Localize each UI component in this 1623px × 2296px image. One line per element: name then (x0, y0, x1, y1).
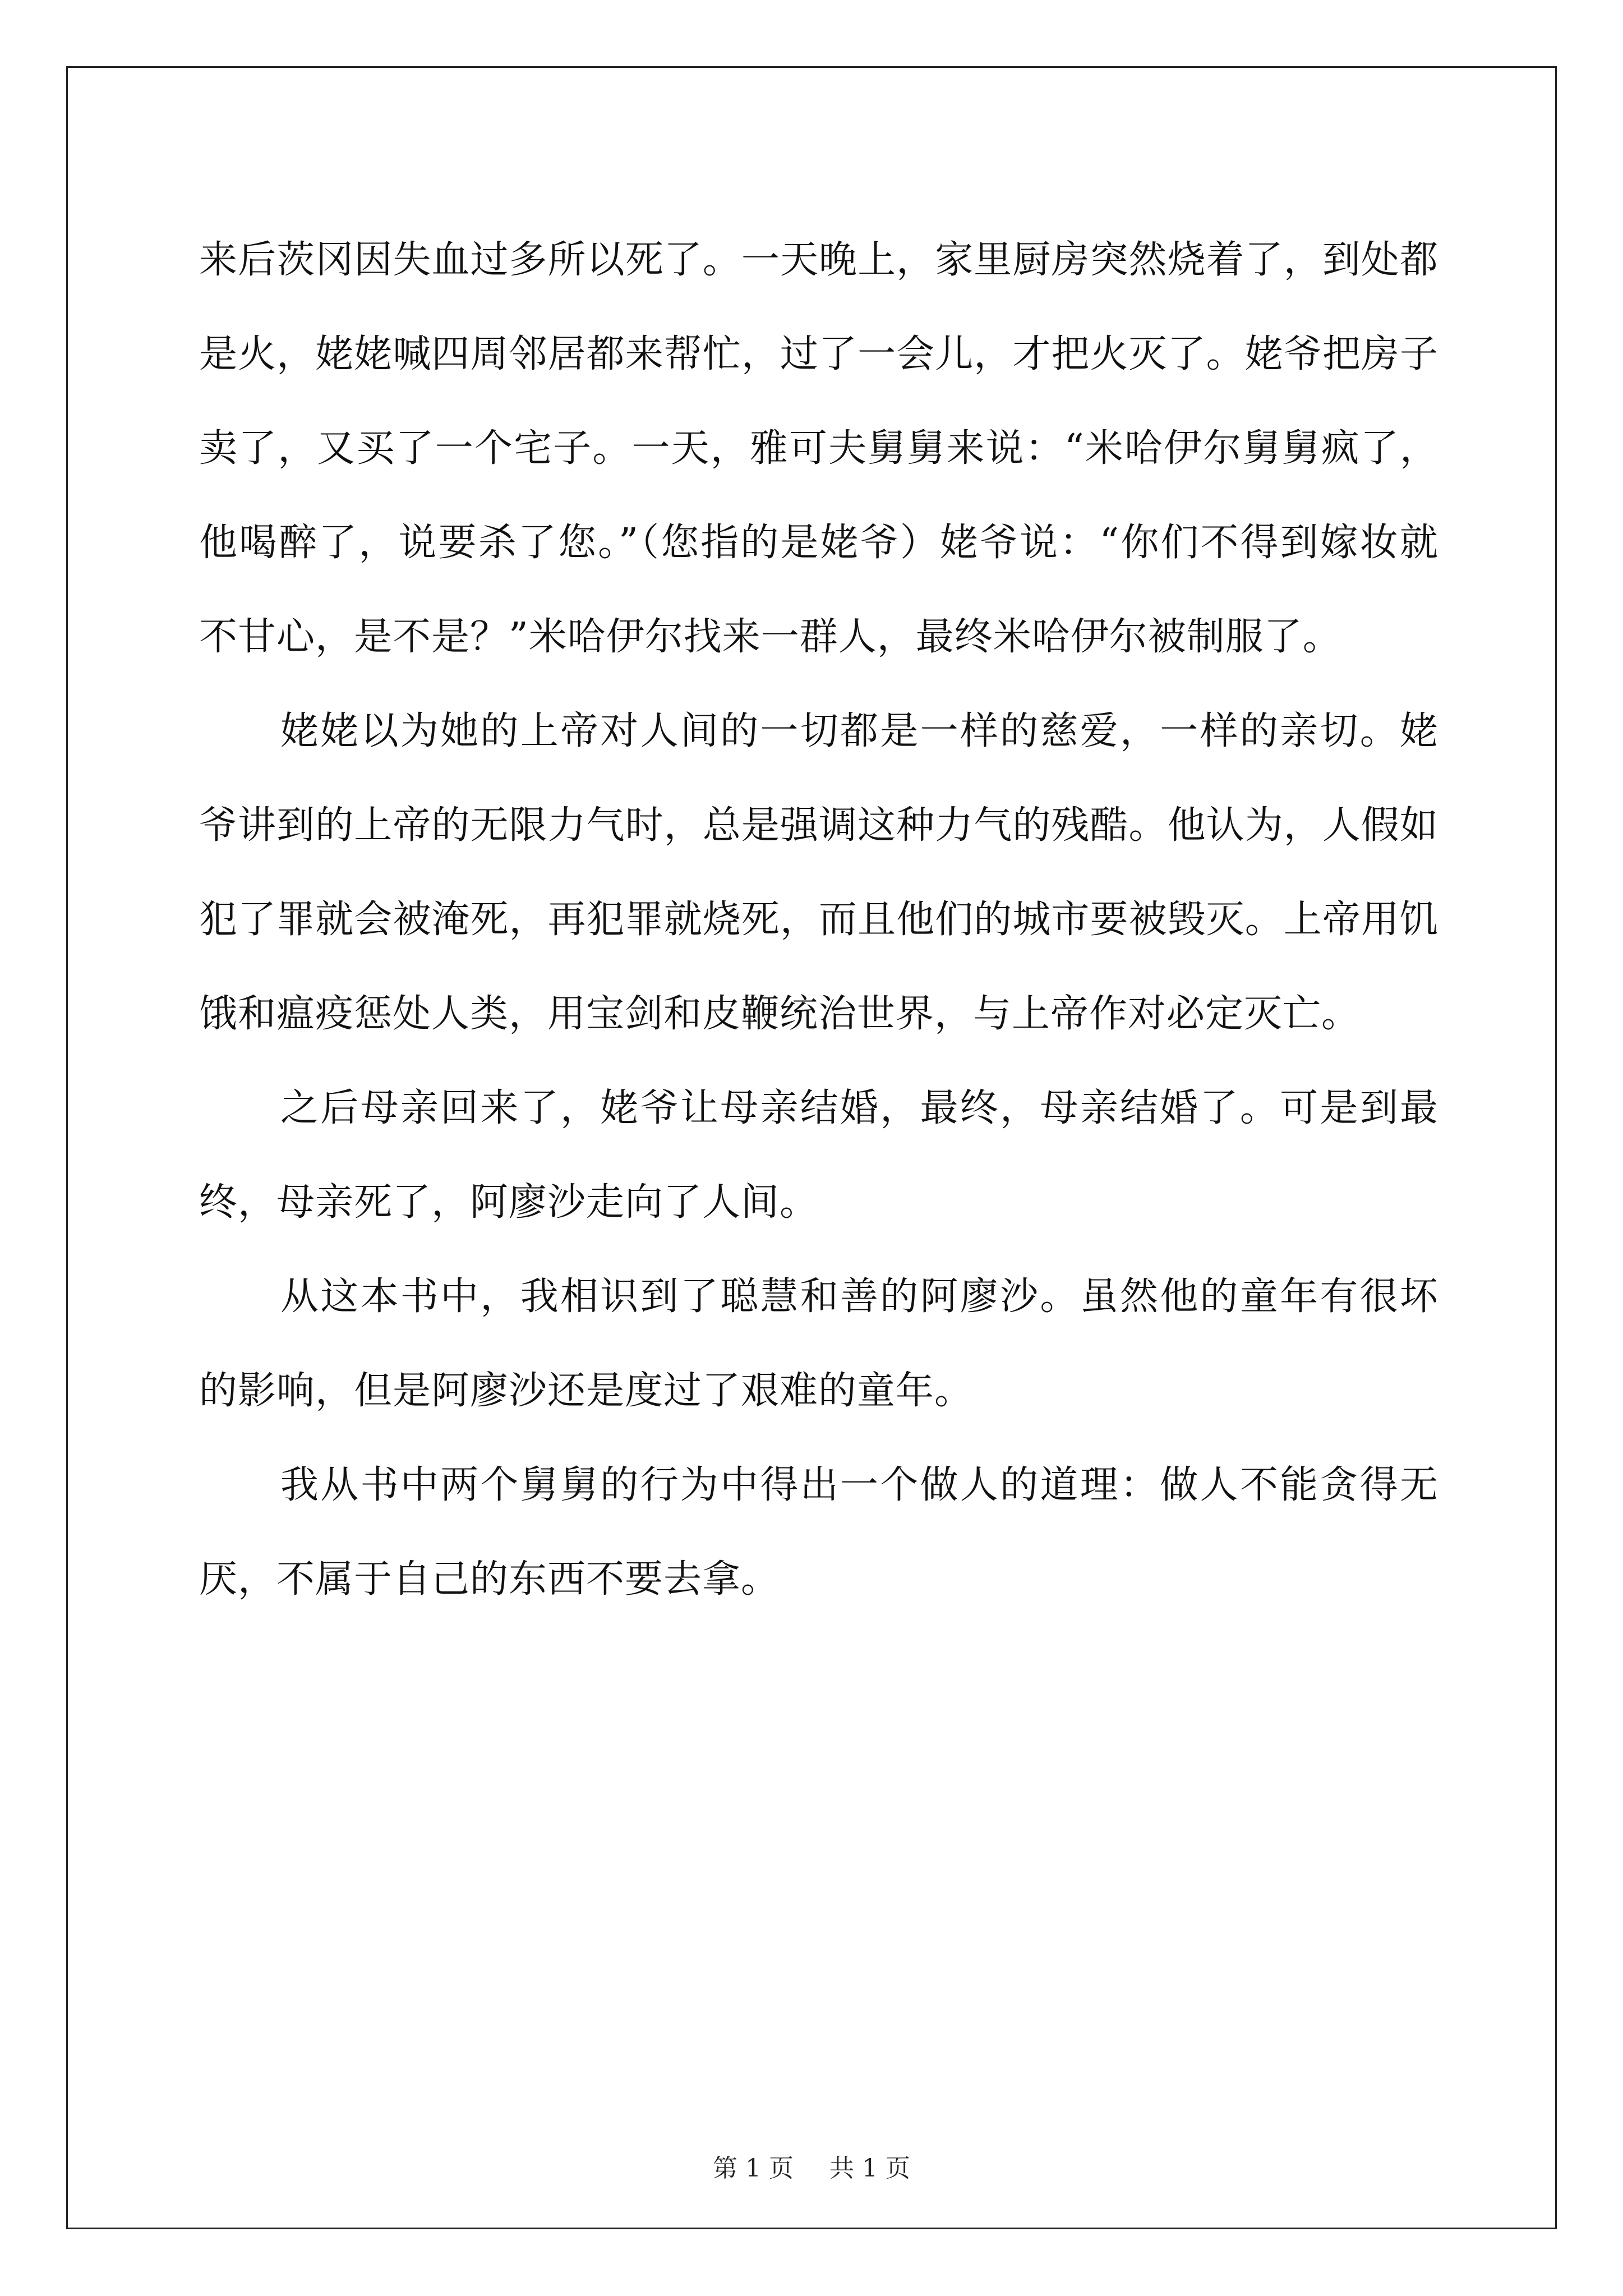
page-total: 共 1 页 (829, 2154, 910, 2183)
paragraph-4: 从这本书中，我相识到了聪慧和善的阿廖沙。虽然他的童年有很坏的影响，但是阿廖沙还是度过了艰难的童年。 (199, 1274, 1438, 1413)
paragraph-3: 之后母亲回来了，姥爷让母亲结婚，最终，母亲结婚了。可是到最终，母亲死了，阿廖沙走向了人间。 (199, 1086, 1438, 1225)
paragraph-2: 姥姥以为她的上帝对人间的一切都是一样的慈爱，一样的亲切。姥爷讲到的上帝的无限力气时，总是强调这种力气的残酷。他认为，人假如犯了罪就会被淹死，再犯罪就烧死，而且他们的城市要被毁灭。上帝用饥饿和瘟疫惩处人类，用宝剑和皮鞭统治世界，与上帝作对必定灭亡。 (199, 709, 1438, 1036)
document-body (199, 213, 1438, 1627)
paragraph-1: 来后茨冈因失血过多所以死了。一天晚上，家里厨房突然烧着了，到处都是火，姥姥喊四周邻居都来帮忙，过了一会儿，才把火灭了。姥爷把房子卖了，又买了一个宅子。一天，雅可夫舅舅来说：“米哈伊尔舅舅疯了，他喝醉了，说要杀了您。”（您指的是姥爷）姥爷说：“你们不得到嫁妆就不甘心，是不是？”米哈伊尔找来一群人，最终米哈伊尔被制服了。 (199, 238, 1438, 659)
page-footer (0, 2152, 1623, 2185)
paragraph-5: 我从书中两个舅舅的行为中得出一个做人的道理：做人不能贪得无厌，不属于自己的东西不要去拿。 (199, 1463, 1438, 1602)
page-number: 第 1 页 (713, 2154, 794, 2183)
